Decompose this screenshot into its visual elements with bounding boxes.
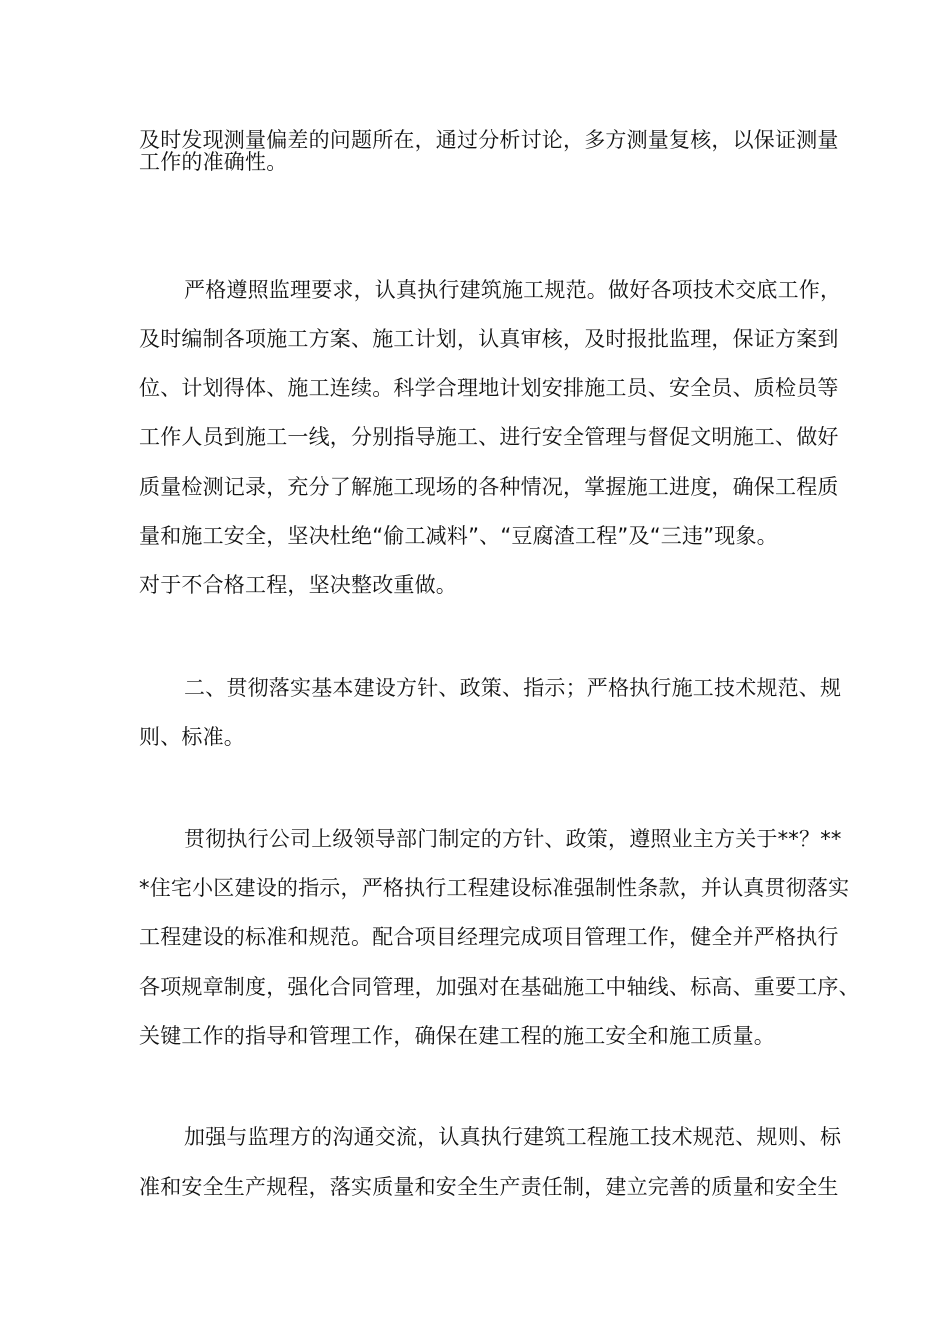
text-line: 及时编制各项施工方案、施工计划，认真审核，及时报批监理，保证方案到: [139, 327, 839, 351]
text-line: 加强与监理方的沟通交流，认真执行建筑工程施工技术规范、规则、标: [184, 1125, 842, 1149]
text-line: 各项规章制度，强化合同管理，加强对在基础施工中轴线、标高、重要工序、: [139, 975, 860, 999]
text-line: 工作的准确性。: [139, 150, 288, 174]
text-line: 关键工作的指导和管理工作，确保在建工程的施工安全和施工质量。: [139, 1024, 775, 1048]
text-line: 准和安全生产规程，落实质量和安全生产责任制，建立完善的质量和安全生: [139, 1175, 839, 1199]
text-line: 位、计划得体、施工连续。科学合理地计划安排施工员、安全员、质检员等: [139, 376, 839, 400]
text-line: 对于不合格工程，坚决整改重做。: [139, 573, 457, 597]
text-line: 二、贯彻落实基本建设方针、政策、指示；严格执行施工技术规范、规: [184, 676, 842, 700]
text-line: *住宅小区建设的指示，严格执行工程建设标准强制性条款，并认真贯彻落实: [139, 876, 850, 900]
text-line: 量和施工安全，坚决杜绝“偷工减料”、“豆腐渣工程”及“三违”现象。: [139, 524, 778, 548]
text-line: 质量检测记录，充分了解施工现场的各种情况，掌握施工进度，确保工程质: [139, 475, 839, 499]
text-line: 及时发现测量偏差的问题所在，通过分析讨论，多方测量复核，以保证测量: [139, 128, 839, 152]
text-line: 严格遵照监理要求，认真执行建筑施工规范。做好各项技术交底工作，: [184, 278, 842, 302]
text-line: 工程建设的标准和规范。配合项目经理完成项目管理工作，健全并严格执行: [139, 925, 839, 949]
text-line: 工作人员到施工一线，分别指导施工、进行安全管理与督促文明施工、做好: [139, 425, 839, 449]
text-line: 贯彻执行公司上级领导部门制定的方针、政策，遵照业主方关于**？**: [184, 827, 842, 851]
text-line: 则、标准。: [139, 725, 245, 749]
